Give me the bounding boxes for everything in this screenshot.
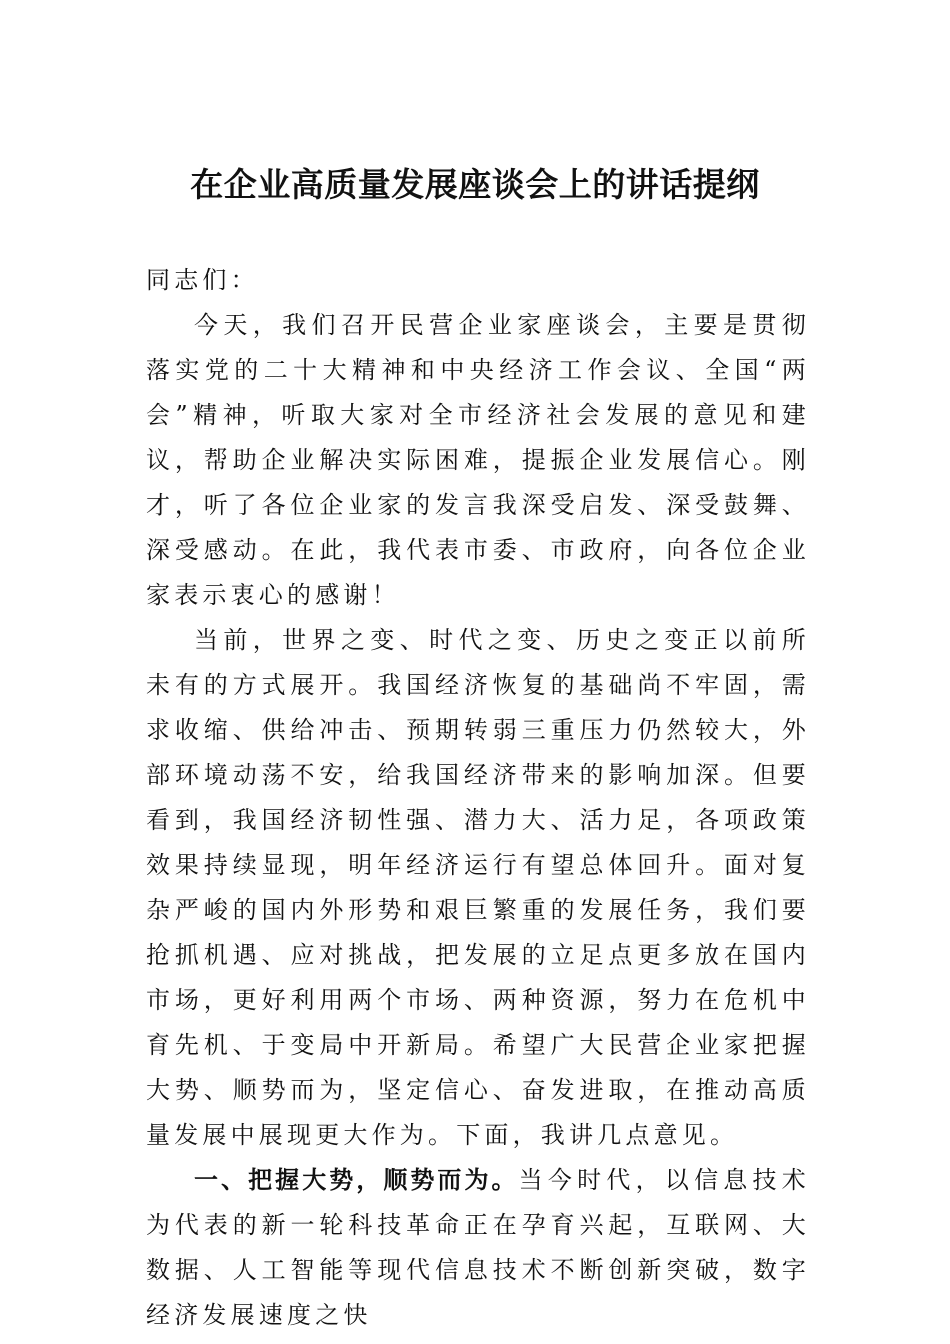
paragraph-situation: 当前，世界之变、时代之变、历史之变正以前所未有的方式展开。我国经济恢复的基础尚不牢固，需求收缩、供给冲击、预期转弱三重压力仍然较大，外部环境动荡不安，给我国经济带来的影响加深。但要看到，我国经济韧性强、潜力大、活力足，各项政策效果持续显现，明年经济运行有望总体回升。面对复杂严峻的国内外形势和艰巨繁重的发展任务，我们要抢抓机遇、应对挑战，把发展的立足点更多放在国内市场，更好利用两个市场、两种资源，努力在危机中育先机、于变局中开新局。希望广大民营企业家把握大势、顺势而为，坚定信心、奋发进取，在推动高质量发展中展现更大作为。下面，我讲几点意见。 [146,626,810,1149]
document-title: 在企业高质量发展座谈会上的讲话提纲 [190,165,760,204]
section-one-heading: 一、把握大势，顺势而为。 [194,1166,519,1194]
paragraph-opening: 今天，我们召开民营企业家座谈会，主要是贯彻落实党的二十大精神和中央经济工作会议、全国“两会”精神，听取大家对全市经济社会发展的意见和建议，帮助企业解决实际困难，提振企业发展信心。刚才，听了各位企业家的发言我深受启发、深受鼓舞、深受感动。在此，我代表市委、市政府，向各位企业家表示衷心的感谢！ [146,311,810,609]
section-one-text: 当今时代，以信息技术为代表的新一轮科技革命正在孕育兴起，互联网、大数据、人工智能等现代信息技术不断创新突破，数字经济发展速度之快 [146,1166,811,1329]
salutation: 同志们： [146,266,259,294]
document-body [146,258,810,1338]
section-one-paragraph [146,1158,810,1338]
